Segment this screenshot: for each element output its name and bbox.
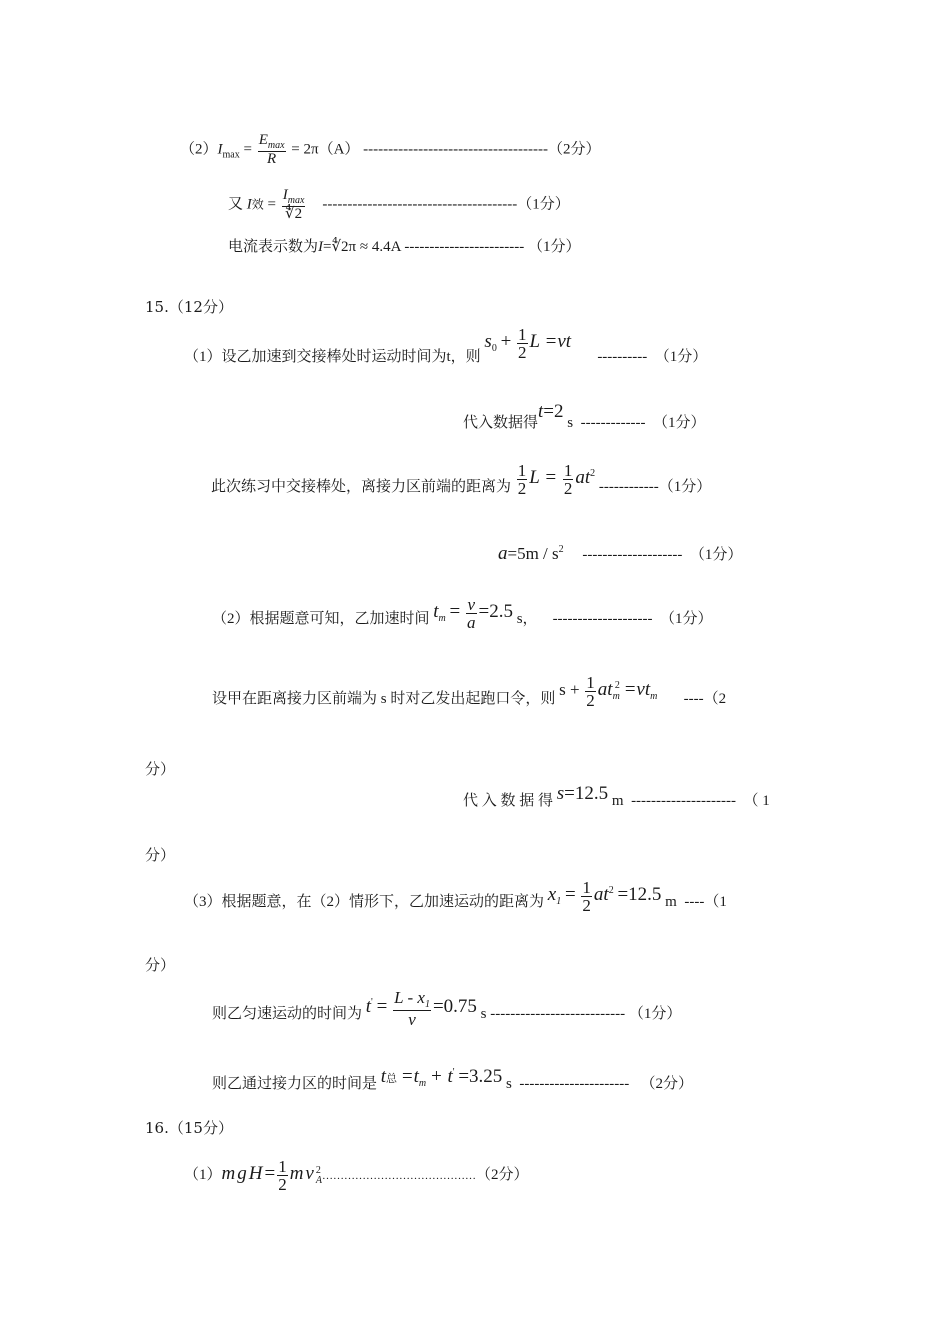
q16-line-1: （1）mgH= $\frac{1}{2}$ mv 2 A ……………………………………（2分） — [184, 1157, 529, 1194]
q15-line-3: 此次练习中交接棒处，离接力区前端的距离为 $\frac{1}{2}$ L = $\frac{1}{2}$ $at^2$ ------------（1分） — [211, 461, 712, 498]
fraction-imax-over-root2: $\frac{I_{max}}{∜2}$ — [282, 187, 305, 222]
q15-line-8: （3）根据题意，在（2）情形下，乙加速运动的距离为 $x_1$ = $\frac{1}{2}$ $at^2 =12.5$ m ----（1 — [184, 878, 727, 915]
q15-line-10: 则乙通过接力区的时间是 t总 $=t_m + t' =3.25$ s ---------------------- （2分） — [212, 1066, 694, 1092]
p14-line-ieff: 又 I效 = $\frac{I_{max}}{∜2}$ ---------------------------------------（1分） — [228, 187, 570, 222]
q15-line-9: 则乙匀速运动的时间为 t' = $\frac{L - x_1}{v}$ =0.75 s --------------------------- （1分） — [212, 988, 682, 1029]
q15-line-8-cont: 分） — [145, 956, 176, 974]
q15-line-2: 代入数据得t=2 s ------------- （1分） — [463, 401, 706, 431]
q15-line-7-cont: 分） — [145, 846, 176, 864]
p14-line-ammeter: 电流表示数为I=∜2π ≈ 4.4A ------------------------ （1分） — [228, 239, 581, 255]
q15-line-6: 设甲在距离接力区前端为 s 时对乙发出起跑口令，则 s + $\frac{1}{2}$ $at_m^2 =vt_m$ ----（2 — [212, 673, 727, 710]
q15-line-4: $a=5m / s^2$ -------------------- （1分） — [498, 543, 743, 564]
q15-header: 15.（12分） — [145, 298, 233, 316]
q15-line-1: （1）设乙加速到交接棒处时运动时间为t，则 $s_0$ + $\frac{1}{2}$ L =vt ---------- （1分） — [184, 325, 708, 365]
p14-line-imax: $(2)I_{max}$ = $\frac{E_{max}}{R}$ = 2π（A） -------------------------------------（2分） — [180, 132, 601, 167]
fraction-emax-over-r: $\frac{E_{max}}{R}$ — [258, 132, 285, 167]
q15-line-7: 代 入 数 据 得 s=12.5 m --------------------- （ 1 — [463, 783, 770, 809]
q16-header: 16.（15分） — [145, 1119, 233, 1137]
q15-line-5: （2）根据题意可知，乙加速时间 $t_m$ = $\frac{v}{a}$ =2.5 s， -------------------- （1分） — [212, 595, 713, 632]
q15-line-6-cont: 分） — [145, 760, 176, 778]
